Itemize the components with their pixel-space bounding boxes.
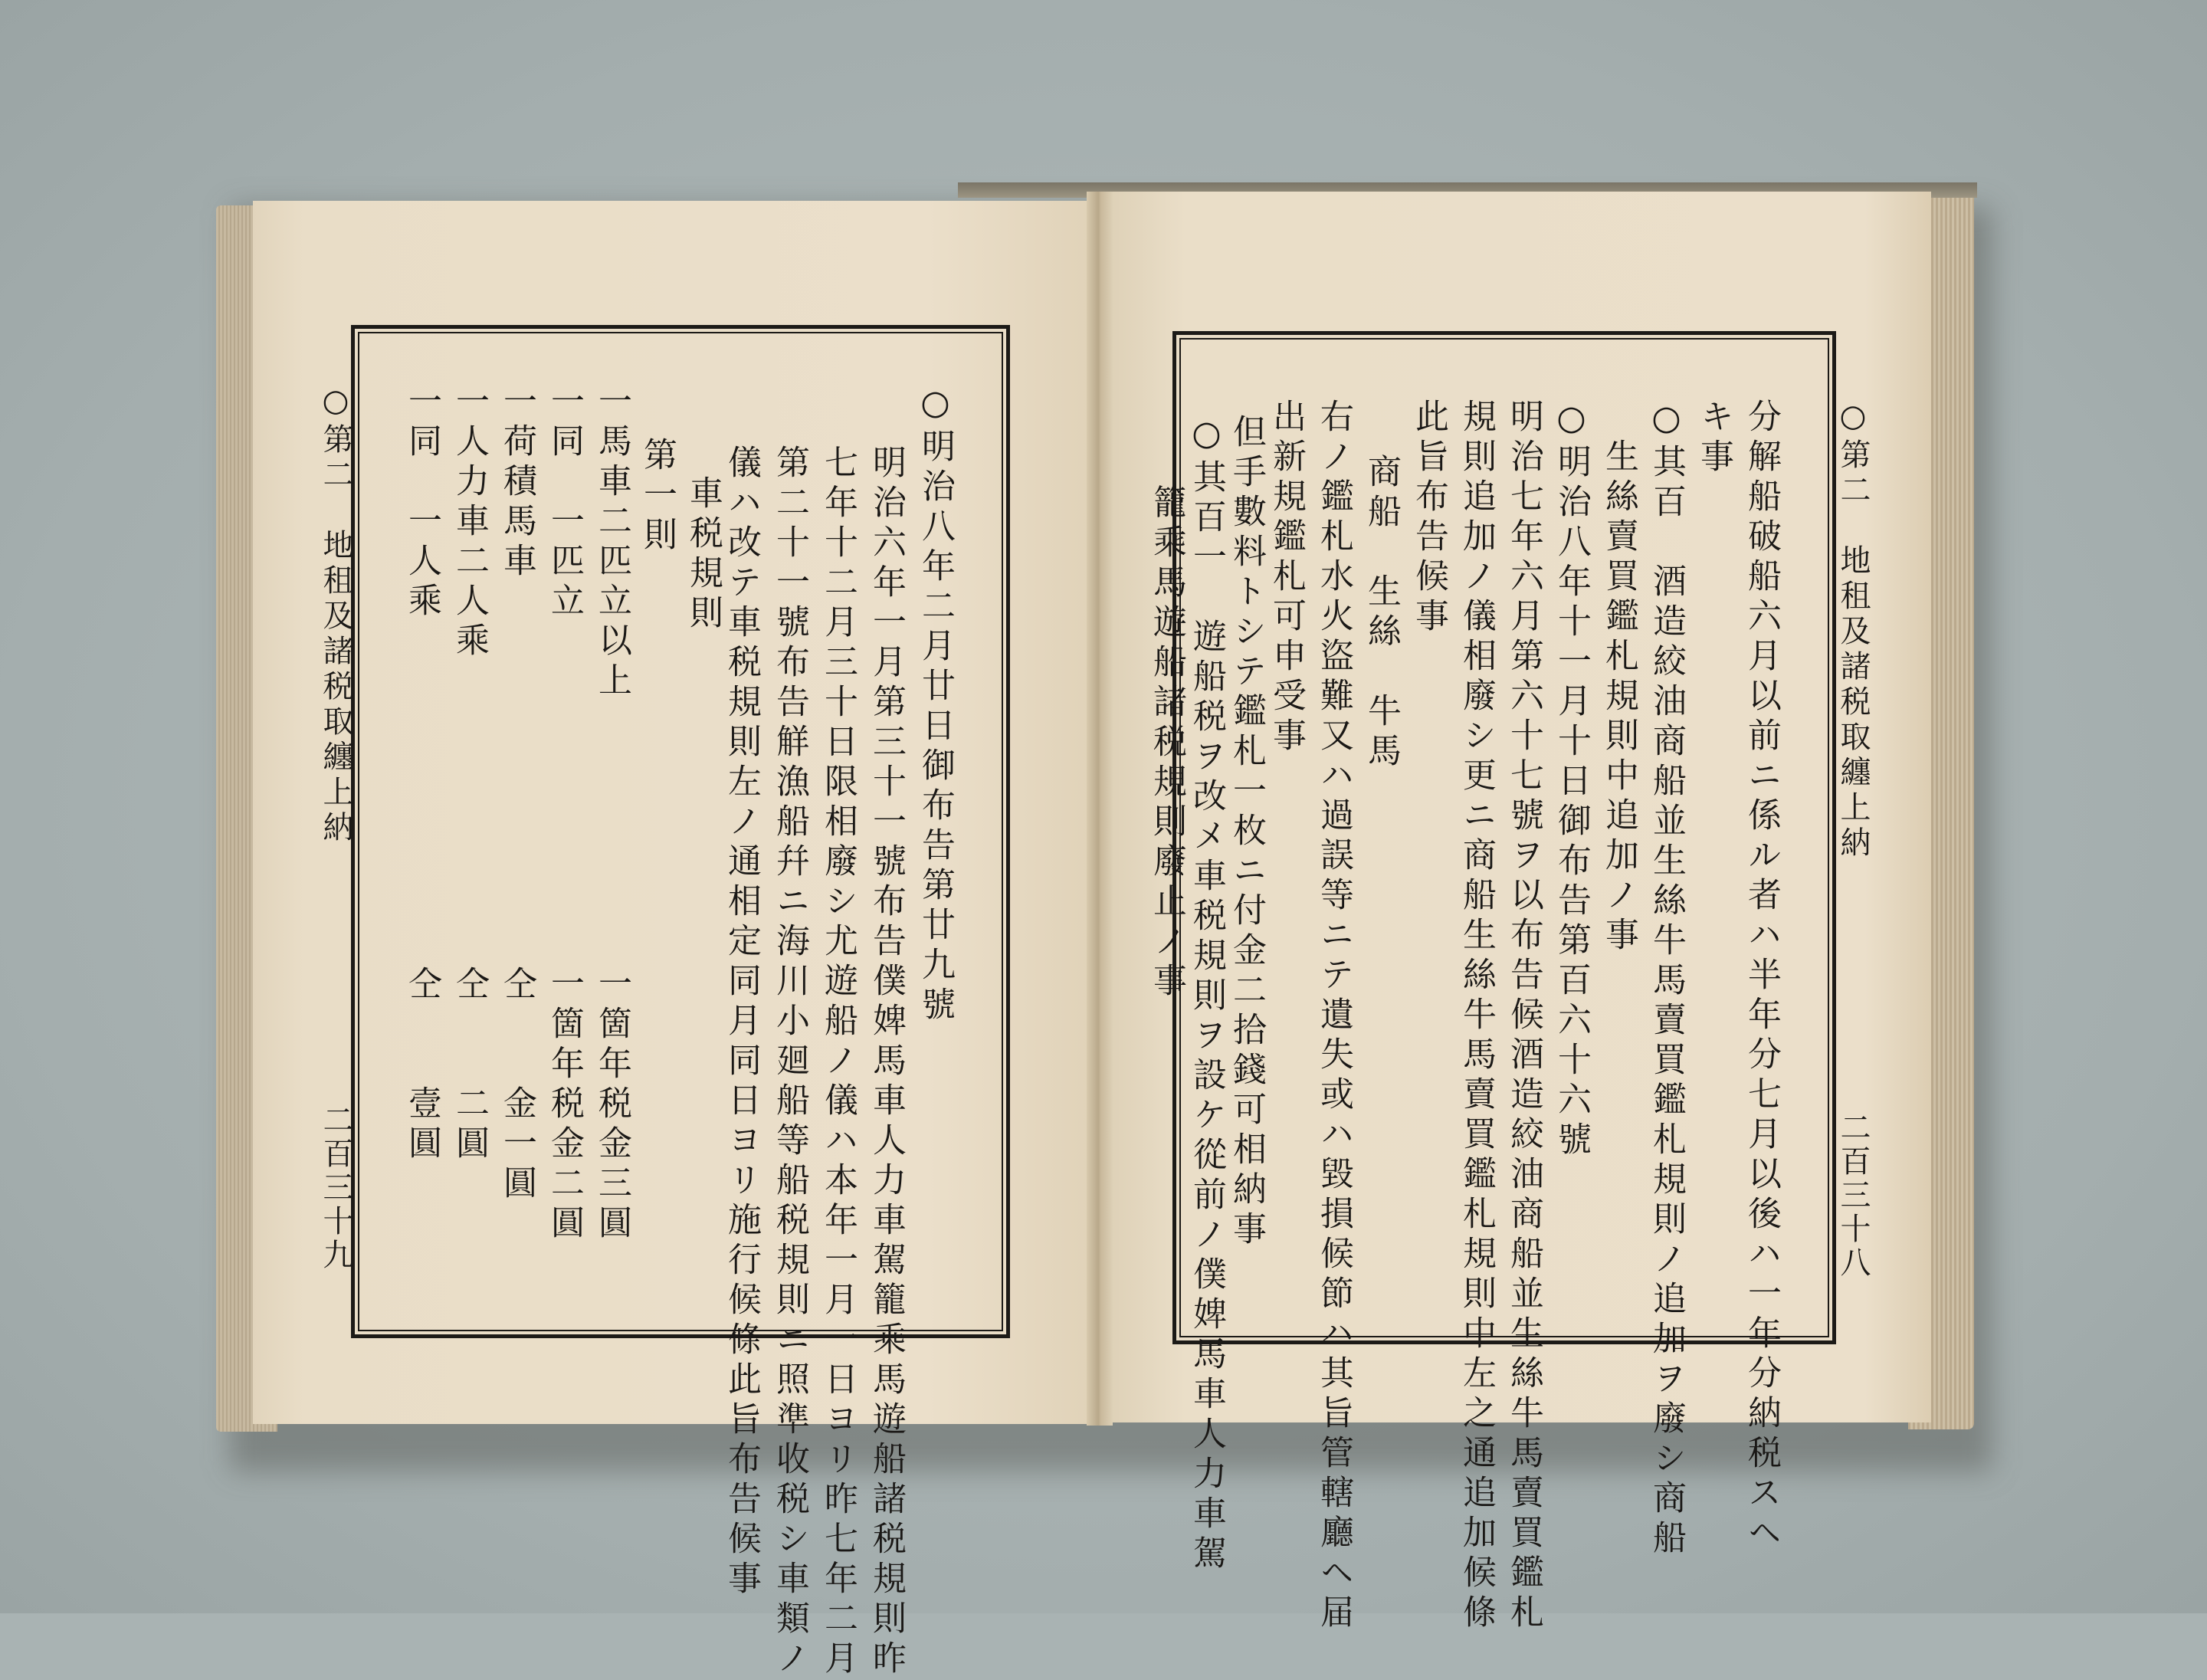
- left-rule-number: 第一則: [638, 437, 677, 556]
- tax-item-label: 一同 一人乘: [402, 383, 441, 622]
- tax-item-value: 仝 壹圓: [402, 966, 441, 1165]
- right-line-4: 生絲賣買鑑札規則中追加ノ事: [1599, 399, 1638, 956]
- right-page-number: 二百三十八: [1835, 1111, 1871, 1280]
- right-line-6: 明治七年六月第六十七號ヲ以布告候酒造絞油商船並生絲牛馬賣買鑑札: [1504, 399, 1543, 1634]
- left-section-title: 車税規則: [684, 475, 723, 635]
- right-line-9: 商船 生絲 牛馬: [1362, 414, 1401, 773]
- tax-item-value: 仝 二圓: [450, 966, 489, 1165]
- left-page-number: 二百三十九: [318, 1104, 353, 1272]
- left-line-1: ○明治八年二月廿日御布告第廿九號: [916, 383, 955, 1026]
- left-line-5: 儀ハ改テ車税規則左ノ通相定同月同日ヨリ施行候條此旨布告候事: [722, 445, 761, 1600]
- right-line-14: 籠乘馬遊船諸税規則廢止ノ事: [1147, 445, 1186, 1002]
- right-line-2: キ事: [1694, 399, 1733, 478]
- right-line-5: ○明治八年十一月十日御布告第百六十六號: [1552, 399, 1591, 1161]
- tax-item-label: 一馬車二匹立以上: [592, 383, 631, 702]
- tax-item-label: 一同 一匹立: [545, 383, 584, 622]
- left-line-2: 明治六年一月第三十一號布告僕婢馬車人力車駕籠乘馬遊船諸税規則昨: [867, 445, 906, 1680]
- tax-item-label: 一荷積馬車: [497, 383, 536, 582]
- book-gutter: [1087, 192, 1113, 1426]
- right-line-10: 右ノ鑑札水火盜難又ハ過誤等ニテ遺失或ハ毀損候節ハ其旨管轄廳ヘ届: [1314, 399, 1353, 1634]
- tax-item-value: 仝 金一圓: [497, 966, 536, 1205]
- right-line-3: ○其百 酒造絞油商船並生絲牛馬賣買鑑札規則ノ追加ヲ廢シ商船: [1647, 399, 1686, 1560]
- right-line-8: 此旨布告候事: [1409, 399, 1448, 638]
- left-running-header: ○第二 地租及諸税取纏上納: [318, 383, 353, 846]
- left-line-4: 第二十一號布告觧漁船幷ニ海川小廻船等船税規則ニ照準收税シ車類ノ: [770, 445, 809, 1680]
- right-line-13: ○其百一 遊船税ヲ改メ車税規則ヲ設ケ從前ノ僕婢馬車人力車駕: [1187, 414, 1226, 1575]
- tax-item-label: 一人力車二人乘: [450, 383, 489, 662]
- tax-item-value: 一箇年税金二圓: [545, 966, 584, 1245]
- tax-item-value: 一箇年税金三圓: [592, 966, 631, 1245]
- right-line-11: 出新規鑑札可申受事: [1267, 399, 1306, 757]
- right-line-1: 分解船破船六月以前ニ係ル者ハ半年分七月以後ハ一年分納税スヘ: [1742, 399, 1781, 1554]
- left-line-3: 七年十二月三十日限相廢シ尤遊船ノ儀ハ本年一月一日ヨリ昨七年二月: [818, 445, 858, 1680]
- right-line-12: 但手數料トシテ鑑札一枚ニ付金二拾錢可相納事: [1227, 414, 1266, 1251]
- right-line-7: 規則追加ノ儀相廢シ更ニ商船生絲牛馬賣買鑑札規則中左之通追加候條: [1457, 399, 1496, 1634]
- right-running-header: ○第二 地租及諸税取纏上納: [1835, 399, 1871, 861]
